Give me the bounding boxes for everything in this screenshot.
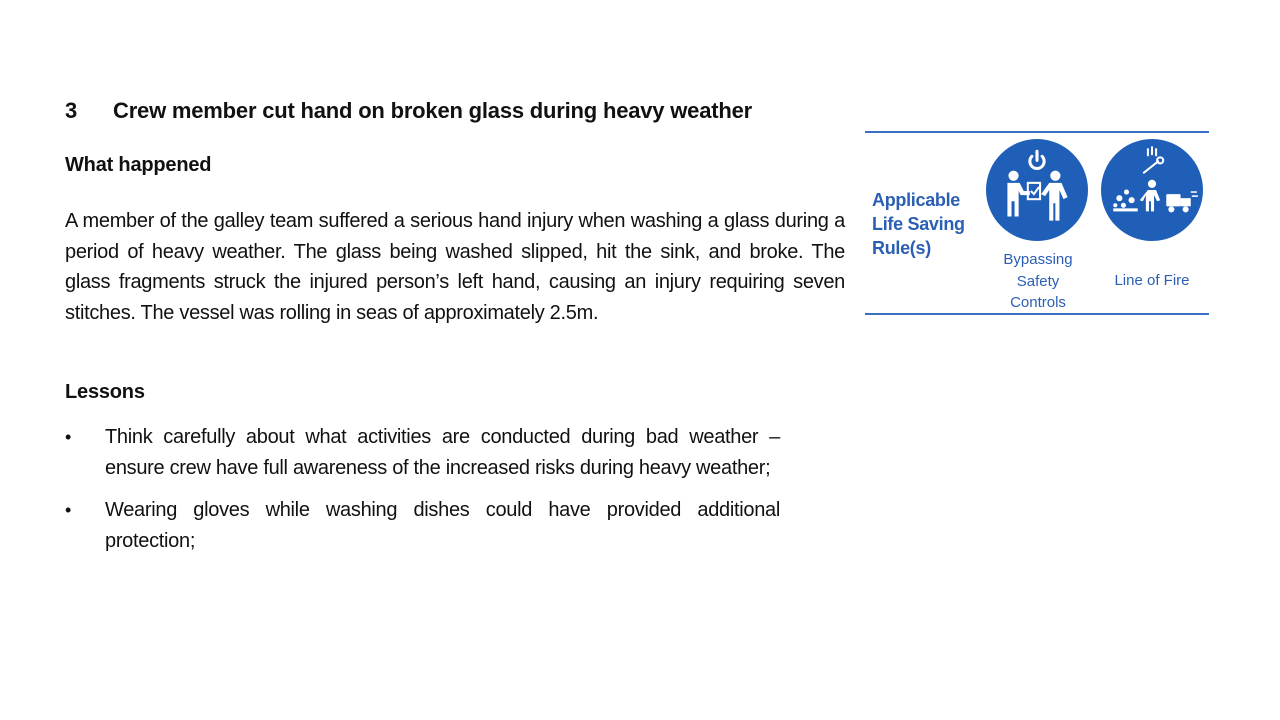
rule-label-line: Safety [1016, 272, 1060, 290]
life-saving-rules-box [865, 131, 1209, 315]
bullet-icon: • [65, 427, 72, 447]
lessons-heading: Lessons [65, 381, 145, 403]
section-heading [65, 98, 752, 124]
rule-label-bypassing-safety-controls [987, 249, 1089, 314]
rule-label-line: Controls [1010, 294, 1066, 311]
rules-title-line: Life Saving [872, 214, 965, 234]
line-of-fire-icon [1101, 139, 1203, 241]
lesson-text: Think carefully about what activities are conducted during bad weather – ensure crew have full awareness of the increased risks during heavy weather; [105, 426, 780, 479]
section-number: 3 [65, 98, 78, 123]
what-happened-heading: What happened [65, 154, 212, 176]
section-title: Crew member cut hand on broken glass during heavy weather [113, 98, 752, 123]
rule-label-line-of-fire: Line of Fire [1114, 272, 1190, 289]
bypassing-safety-controls-icon [986, 139, 1088, 241]
list-item [65, 422, 780, 483]
rule-label-line: Bypassing [1003, 251, 1073, 268]
bullet-icon: • [65, 500, 72, 520]
rules-title-line: Applicable [872, 190, 961, 210]
rules-title [872, 188, 982, 260]
rules-title-line: Rule(s) [872, 238, 931, 258]
what-happened-body: A member of the galley team suffered a serious hand injury when washing a glass during a period of heavy weather. The glass being washed slipped, hit the sink, and broke. The glass fragments struck the injured person’s left hand, causing an injury requiring seven stitches. The vessel was rolling in seas of approximately 2.5m. [65, 210, 845, 324]
list-item [65, 495, 780, 556]
lessons-list [65, 422, 780, 568]
lesson-text: Wearing gloves while washing dishes could have provided additional protection; [105, 499, 780, 552]
